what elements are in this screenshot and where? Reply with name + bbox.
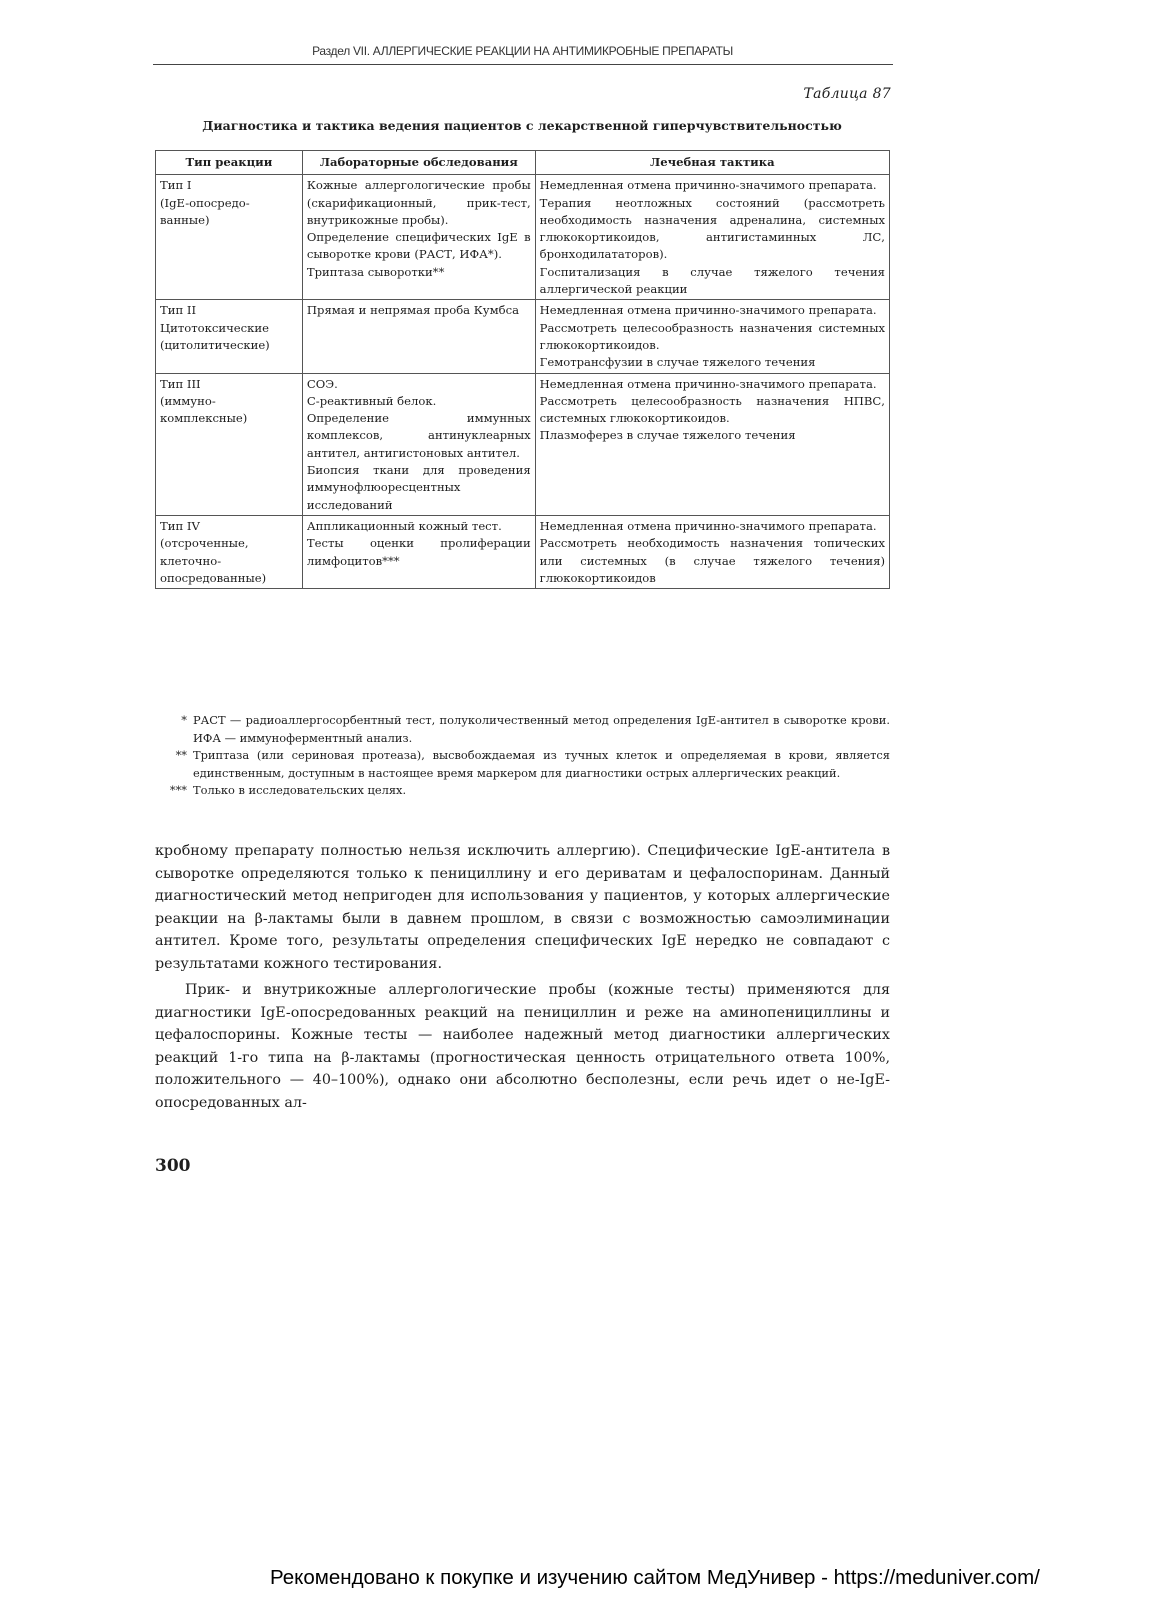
body-text — [155, 840, 890, 1114]
column-header: Тип реакции — [156, 151, 303, 175]
footnote-mark: ** — [175, 748, 187, 762]
lab-tests-cell: СОЭ. С-реактивный белок. Определение иммунных комплексов, антинуклеарных антител, антигистоновых антител. Биопсия ткани для проведения иммунофлюоресцентных исследований — [302, 373, 535, 515]
table-row — [156, 300, 890, 373]
table-footnotes — [155, 712, 890, 800]
lab-tests-cell: Кожные аллергологические пробы (скарификационный, прик-тест, внутрикожные пробы). Определение специфических IgE в сыворотке крови (РАСТ, ИФА*). Триптаза сыворотки** — [302, 175, 535, 300]
lab-tests-cell: Аппликационный кожный тест. Тесты оценки пролиферации лимфоцитов*** — [302, 515, 535, 588]
paragraph: Прик- и внутрикожные аллергологические пробы (кожные тесты) применяются для диагностики IgE-опосредованных реакций на пенициллин и реже на аминопенициллины и цефалоспорины. Кожные тесты — наиболее надежный метод диагностики аллергических реакций 1-го типа на β-лактамы (прогностическая ценность отрицательного ответа 100%, положительного — 40–100%), однако они абсолютно бесполезны, если речь идет о не-IgE-опосредованных ал- — [155, 982, 890, 1111]
reaction-type-cell: Тип I (IgE-опосредо- ванные) — [156, 175, 303, 300]
footnote-text: Только в исследовательских целях. — [193, 783, 407, 797]
table-row — [156, 373, 890, 515]
column-header: Лабораторные обследования — [302, 151, 535, 175]
treatment-cell: Немедленная отмена причинно-значимого препарата. Рассмотреть целесообразность назначения системных глюкокортикоидов. Гемотрансфузии в случае тяжелого течения — [535, 300, 889, 373]
running-header: Раздел VII. АЛЛЕРГИЧЕСКИЕ РЕАКЦИИ НА АНТИМИКРОБНЫЕ ПРЕПАРАТЫ — [312, 44, 733, 58]
table-title: Диагностика и тактика ведения пациентов с лекарственной гиперчувствительностью — [202, 118, 842, 133]
treatment-cell: Немедленная отмена причинно-значимого препарата. Терапия неотложных состояний (рассмотреть необходимость назначения адреналина, системных глюкокортикоидов, антигистаминных ЛС, бронходилататоров). Госпитализация в случае тяжелого течения аллергической реакции — [535, 175, 889, 300]
reaction-type-cell: Тип III (иммуно- комплексные) — [156, 373, 303, 515]
footnote-mark: *** — [169, 783, 187, 797]
reaction-type-cell: Тип II Цитотоксические (цитолитические) — [156, 300, 303, 373]
lab-tests-cell: Прямая и непрямая проба Кумбса — [302, 300, 535, 373]
treatment-cell: Немедленная отмена причинно-значимого препарата. Рассмотреть целесообразность назначения НПВС, системных глюкокортикоидов. Плазмоферез в случае тяжелого течения — [535, 373, 889, 515]
page-number: 300 — [155, 1156, 191, 1176]
watermark-link[interactable]: Рекомендовано к покупке и изучению сайтом МедУнивер - https://meduniver.com/ — [270, 1566, 1040, 1589]
table-header-row — [156, 151, 890, 175]
paragraph: кробному препарату полностью нельзя исключить аллергию). Специфические IgE-антитела в сыворотке определяются только к пенициллину и его дериватам и цефалоспоринам. Данный диагностический метод непригоден для использования у пациентов, у которых аллергические реакции на β-лактамы были в давнем прошлом, в связи с возможностью самоэлиминации антител. Кроме того, результаты определения специфических IgE нередко не совпадают с результатами кожного тестирования. — [155, 843, 890, 972]
table-number: Таблица 87 — [803, 86, 891, 102]
footnote — [155, 712, 890, 747]
header-rule — [153, 64, 893, 65]
footnote-text: РАСТ — радиоаллергосорбентный тест, полуколичественный метод определения IgE-антител в сыворотке крови. ИФА — иммуноферментный анализ. — [193, 713, 890, 745]
footnote-mark: * — [181, 713, 187, 727]
treatment-cell: Немедленная отмена причинно-значимого препарата. Рассмотреть необходимость назначения топических или системных (в случае тяжелого течения) глюкокортикоидов — [535, 515, 889, 588]
diagnostics-table — [155, 150, 890, 589]
table-row — [156, 515, 890, 588]
table-row — [156, 175, 890, 300]
footnote-text: Триптаза (или сериновая протеаза), высвобождаемая из тучных клеток и определяемая в крови, является единственным, доступным в настоящее время маркером для диагностики острых аллергических реакций. — [193, 748, 890, 780]
footnote — [155, 747, 890, 782]
column-header: Лечебная тактика — [535, 151, 889, 175]
footnote — [155, 782, 890, 800]
reaction-type-cell: Тип IV (отсроченные, клеточно- опосредованные) — [156, 515, 303, 588]
